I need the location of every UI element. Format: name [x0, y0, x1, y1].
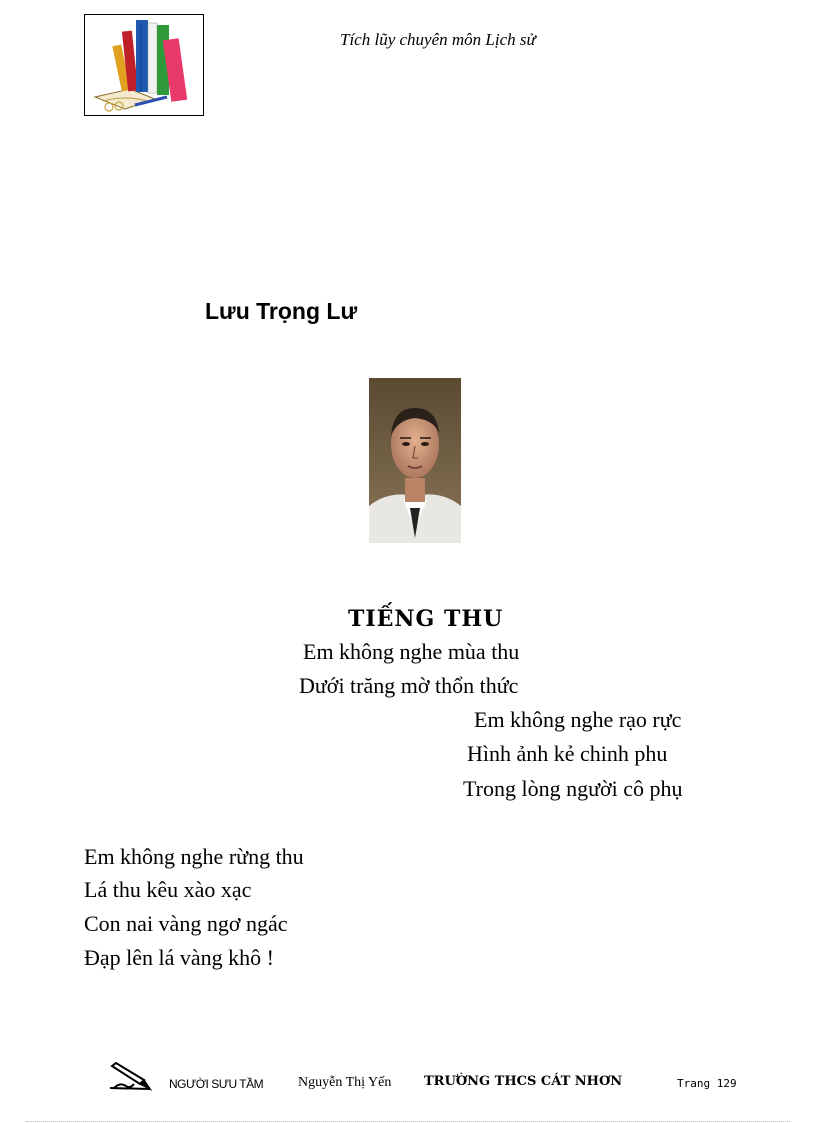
header-logo — [84, 14, 204, 116]
stanza2-line-3: Con nai vàng ngơ ngác — [84, 911, 288, 936]
author-portrait-photo — [369, 378, 461, 543]
stanza2-line-1: Em không nghe rừng thu — [84, 844, 304, 869]
stanza1-line-5: Trong lòng người cô phụ — [463, 776, 683, 801]
author-name: Lưu Trọng Lư — [205, 298, 358, 324]
footer-school: TRƯỜNG THCS CÁT NHƠN — [424, 1074, 623, 1089]
stanza1-line-4: Hình ảnh kẻ chinh phu — [467, 741, 668, 766]
author-portrait — [369, 378, 461, 543]
footer-collector-name: Nguyễn Thị Yến — [298, 1075, 392, 1090]
stanza1-line-1: Em không nghe mùa thu — [303, 639, 520, 664]
stanza2-line-4: Đạp lên lá vàng khô ! — [84, 945, 274, 970]
footer-page-number: Trang 129 — [677, 1077, 737, 1090]
page-footer — [0, 1060, 816, 1100]
stanza1-line-2: Dưới trăng mờ thổn thức — [299, 673, 519, 698]
stanza2-line-2: Lá thu kêu xào xạc — [84, 877, 252, 902]
stanza1-line-3: Em không nghe rạo rực — [474, 707, 682, 732]
footer-divider — [26, 1121, 790, 1122]
books-icon — [85, 15, 203, 115]
pen-writing-icon — [110, 1062, 152, 1097]
footer-collector-label: NGƯỜI SƯU TẦM — [169, 1077, 264, 1091]
header-title: Tích lũy chuyên môn Lịch sử — [340, 30, 536, 49]
poem-title: TIẾNG THU — [348, 606, 504, 632]
